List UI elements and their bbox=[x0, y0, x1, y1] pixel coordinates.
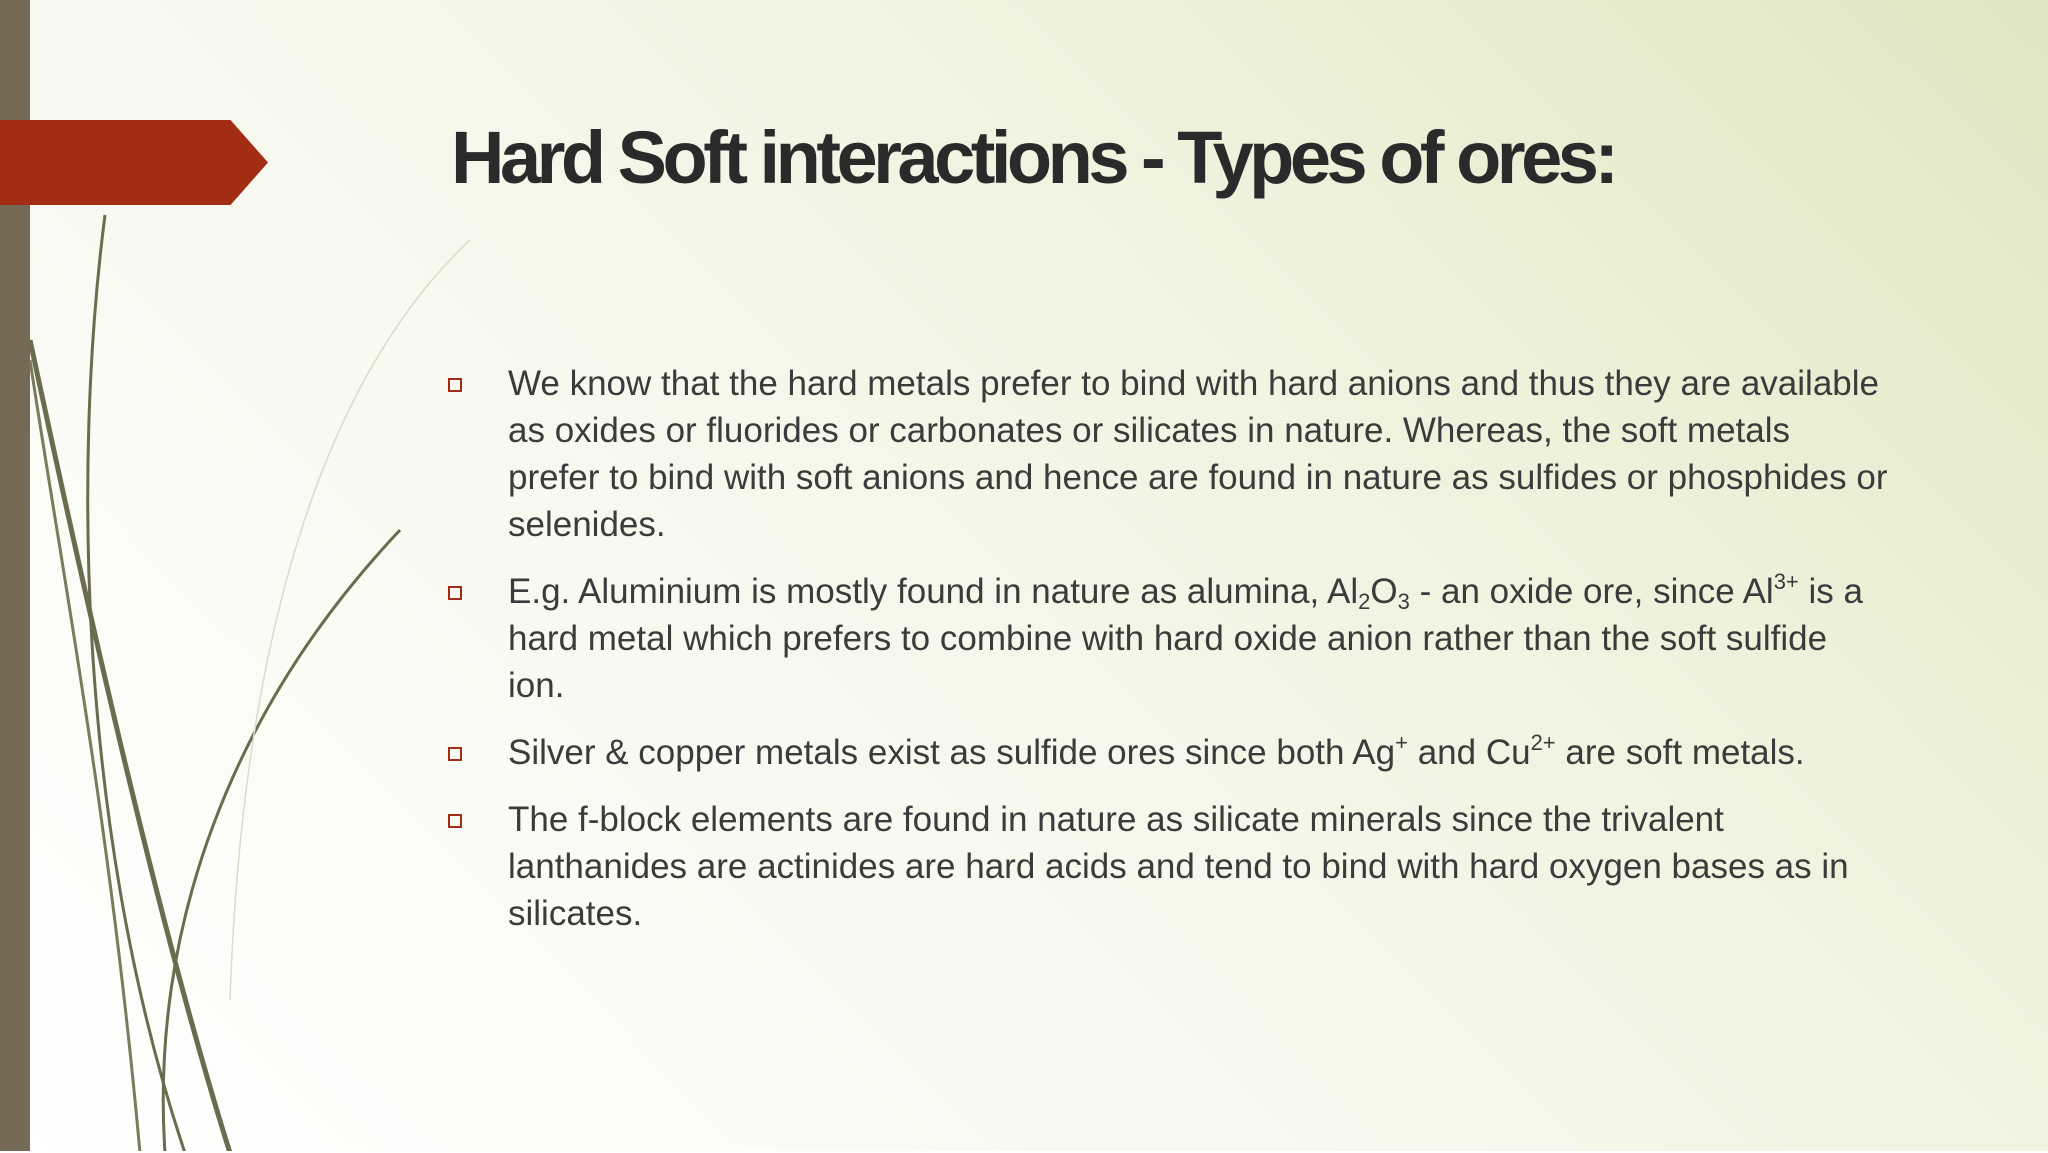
stem-line-3 bbox=[163, 530, 400, 1153]
bullet-text: O bbox=[1370, 572, 1398, 611]
title-flag-marker bbox=[0, 120, 268, 205]
square-bullet-icon bbox=[448, 814, 462, 828]
square-bullet-icon bbox=[448, 378, 462, 392]
subscript: 2 bbox=[1358, 589, 1371, 614]
subscript: 3 bbox=[1397, 589, 1410, 614]
bullet-text: - an oxide ore, since Al bbox=[1409, 572, 1774, 611]
bullet-item-4 bbox=[448, 796, 1888, 937]
bullet-item-3 bbox=[448, 729, 1888, 776]
bullet-text: E.g. Aluminium is mostly found in nature as alumina, Al bbox=[508, 572, 1359, 611]
stem-line-2 bbox=[88, 215, 185, 1153]
superscript: 2+ bbox=[1530, 730, 1556, 755]
bullet-item-2 bbox=[448, 568, 1888, 709]
stem-line-1 bbox=[30, 340, 230, 1153]
superscript: 3+ bbox=[1773, 569, 1799, 594]
superscript: + bbox=[1395, 730, 1408, 755]
square-bullet-icon bbox=[448, 747, 462, 761]
bullet-text: The f-block elements are found in nature as silicate minerals since the trivalent lanthanides are actinides are hard acids and tend to bind with hard oxygen bases as in silicates. bbox=[508, 800, 1849, 933]
bullet-text: Silver & copper metals exist as sulfide ores since both Ag bbox=[508, 733, 1396, 772]
slide-title: Hard Soft interactions - Types of ores: bbox=[451, 116, 1615, 199]
bullet-text: is a hard metal which prefers to combine with hard oxide anion rather than the soft sulfide ion. bbox=[508, 572, 1863, 705]
stem-line-5 bbox=[230, 240, 470, 1000]
bullet-text: and Cu bbox=[1407, 733, 1531, 772]
square-bullet-icon bbox=[448, 586, 462, 600]
bullet-list bbox=[448, 360, 1888, 957]
bullet-item-1 bbox=[448, 360, 1888, 548]
bullet-text: We know that the hard metals prefer to bind with hard anions and thus they are available as oxides or fluorides or carbonates or silicates in nature. Whereas, the soft metals prefer to bind with soft anions and hence are found in nature as sulfides or phosphides or selenides. bbox=[508, 364, 1888, 544]
bullet-text: are soft metals. bbox=[1555, 733, 1805, 772]
